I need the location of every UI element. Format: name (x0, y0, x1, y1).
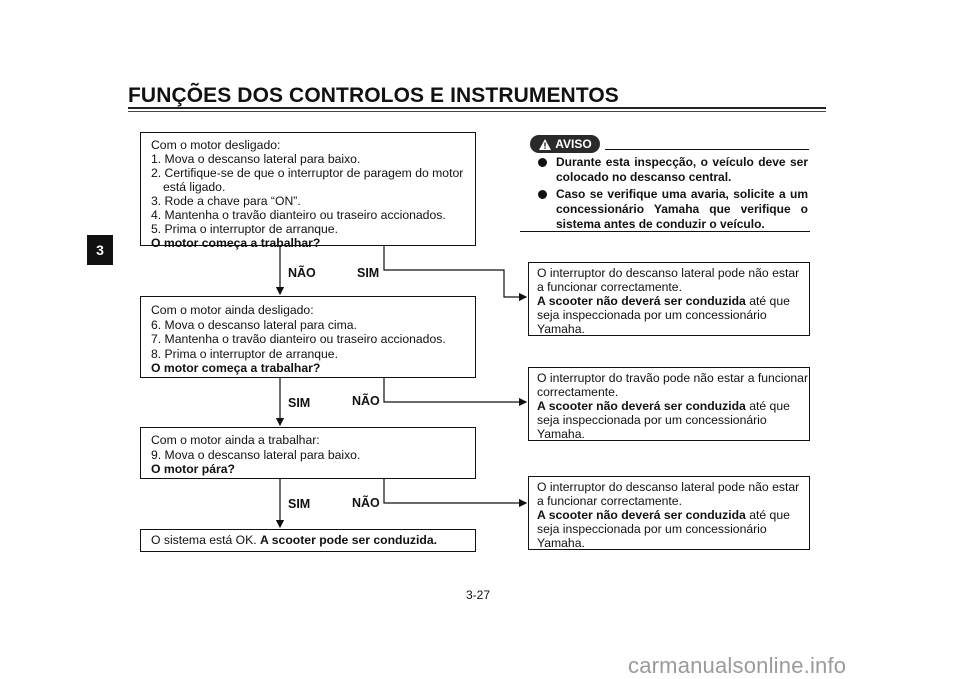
step-line: 2. Certifique-se de que o interruptor de paragem do motor (151, 166, 464, 180)
result-line: Yamaha. (537, 427, 585, 441)
result-line: Yamaha. (537, 322, 585, 336)
result-after: até que (745, 508, 790, 522)
step-line: Com o motor desligado: (151, 138, 281, 152)
flow-result-ok-box (140, 529, 476, 552)
page-number: 3-27 (466, 588, 491, 602)
result-bold: A scooter não deverá ser conduzida (537, 508, 746, 522)
step-line: está ligado. (163, 180, 226, 194)
result-after: até que (745, 399, 790, 413)
result-line: a funcionar correctamente. (537, 280, 682, 294)
warning-badge (530, 135, 600, 153)
label-yes: SIM (288, 396, 311, 410)
label-yes: SIM (357, 266, 380, 280)
step-line: 6. Mova o descanso lateral para cima. (151, 317, 357, 332)
result-bold: A scooter não deverá ser conduzida (537, 399, 746, 413)
warning-item (538, 187, 808, 232)
result-line: seja inspeccionada por um concessionário (537, 308, 767, 322)
warning-triangle-icon (538, 138, 552, 151)
result-box-2 (528, 367, 810, 441)
ok-text-bold: A scooter pode ser conduzida. (260, 533, 438, 547)
warning-item (538, 155, 808, 185)
arrow-box2-result2 (384, 378, 526, 402)
step-question: O motor pára? (151, 462, 235, 477)
result-line: a funcionar correctamente. (537, 494, 682, 508)
warning-item-text: Durante esta inspecção, o veículo deve ser colocado no descanso central. (556, 155, 808, 184)
bullet-icon (538, 190, 547, 199)
flow-step-box-2 (140, 296, 476, 378)
result-line: Yamaha. (537, 536, 585, 550)
arrow-box1-result1 (384, 246, 526, 297)
result-after: até que (745, 294, 790, 308)
bullet-icon (538, 158, 547, 167)
warning-item-text: Caso se verifique uma avaria, solicite a um concessionário Yamaha que verifique o sistema antes de conduzir o veículo. (556, 187, 808, 231)
step-line: Com o motor ainda a trabalhar: (151, 433, 320, 447)
flow-step-box-1 (140, 132, 476, 250)
arrow-box3-result3 (384, 479, 526, 503)
result-line: seja inspeccionada por um concessionário (537, 522, 767, 536)
label-no: NÃO (288, 266, 316, 280)
result-line (537, 294, 801, 308)
step-line: 4. Mantenha o travão dianteiro ou traseiro accionados. (151, 208, 446, 222)
result-line: O interruptor do descanso lateral pode não estar (537, 266, 800, 280)
result-box-3 (528, 476, 810, 550)
watermark: carmanualsonline.info (628, 653, 847, 678)
result-line: seja inspeccionada por um concessionário (537, 413, 767, 427)
step-line: 7. Mantenha o travão dianteiro ou traseiro accionados. (151, 332, 446, 347)
result-line (537, 399, 801, 413)
warning-rule-bottom (520, 231, 810, 232)
step-line: 8. Prima o interruptor de arranque. (151, 346, 338, 361)
step-question: O motor começa a trabalhar? (151, 236, 321, 250)
result-line (537, 508, 801, 522)
warning-list (538, 155, 808, 234)
label-no: NÃO (352, 394, 380, 408)
chapter-tab: 3 (87, 235, 113, 265)
result-line: O interruptor do travão pode não estar a funcionar (537, 371, 808, 385)
flow-step-box-3 (140, 427, 476, 479)
step-line: 1. Mova o descanso lateral para baixo. (151, 152, 361, 166)
page-title: FUNÇÕES DOS CONTROLOS E INSTRUMENTOS (128, 84, 619, 107)
warning-badge-label: AVISO (555, 137, 592, 151)
label-yes: SIM (288, 497, 311, 511)
label-no: NÃO (352, 496, 380, 510)
step-line: 9. Mova o descanso lateral para baixo. (151, 447, 361, 462)
result-line: O interruptor do descanso lateral pode não estar (537, 480, 800, 494)
result-bold: A scooter não deverá ser conduzida (537, 294, 746, 308)
ok-text: O sistema está OK. (151, 533, 261, 547)
warning-rule-top (605, 149, 809, 150)
result-box-1 (528, 262, 810, 336)
result-line: correctamente. (537, 385, 619, 399)
step-line: 5. Prima o interruptor de arranque. (151, 222, 338, 236)
step-question: O motor começa a trabalhar? (151, 361, 321, 376)
step-line: Com o motor ainda desligado: (151, 303, 314, 317)
step-line: 3. Rode a chave para “ON”. (151, 194, 301, 208)
